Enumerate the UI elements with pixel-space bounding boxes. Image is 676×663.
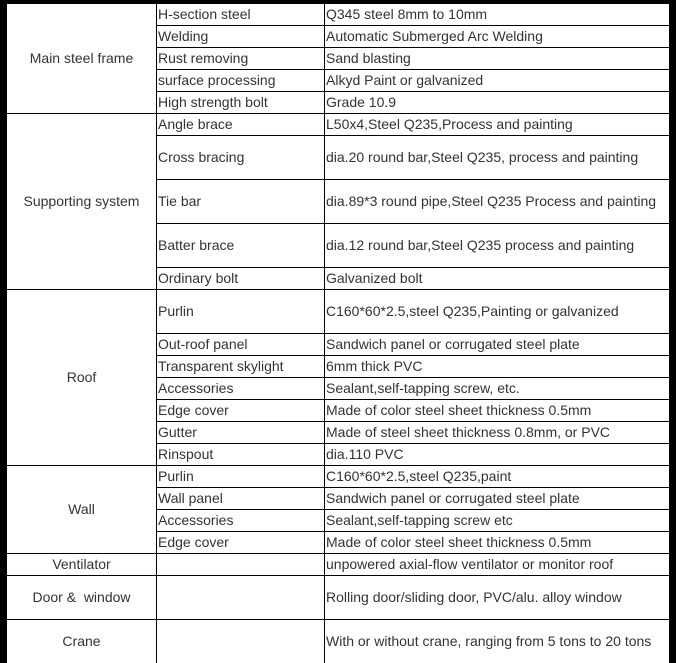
- spec-cell: Sand blasting: [325, 48, 670, 70]
- spec-cell: dia.20 round bar,Steel Q235, process and painting: [325, 136, 670, 180]
- item-cell: Edge cover: [157, 532, 325, 554]
- item-cell: Gutter: [157, 422, 325, 444]
- spec-cell: Made of color steel sheet thickness 0.5mm: [325, 532, 670, 554]
- item-cell: Welding: [157, 26, 325, 48]
- item-cell: Angle brace: [157, 114, 325, 136]
- spec-cell: Automatic Submerged Arc Welding: [325, 26, 670, 48]
- item-cell: Ordinary bolt: [157, 268, 325, 290]
- spec-cell: Made of steel sheet thickness 0.8mm, or PVC: [325, 422, 670, 444]
- item-cell: Accessories: [157, 378, 325, 400]
- spec-cell: dia.89*3 round pipe,Steel Q235 Process and painting: [325, 180, 670, 224]
- table-row: [7, 114, 670, 136]
- spec-cell: C160*60*2.5,steel Q235,paint: [325, 466, 670, 488]
- spec-cell: Sealant,self-tapping screw etc: [325, 510, 670, 532]
- spec-cell: Alkyd Paint or galvanized: [325, 70, 670, 92]
- item-cell: Cross bracing: [157, 136, 325, 180]
- spec-table-frame: [6, 3, 670, 663]
- category-cell: Wall: [7, 466, 157, 554]
- item-cell: Purlin: [157, 290, 325, 334]
- table-row: [7, 466, 670, 488]
- item-cell: Accessories: [157, 510, 325, 532]
- spec-cell: Galvanized bolt: [325, 268, 670, 290]
- item-cell: [157, 620, 325, 663]
- spec-cell: Rolling door/sliding door, PVC/alu. alloy window: [325, 576, 670, 620]
- table-row: [7, 290, 670, 334]
- spec-cell: Sandwich panel or corrugated steel plate: [325, 334, 670, 356]
- item-cell: High strength bolt: [157, 92, 325, 114]
- spec-cell: Made of color steel sheet thickness 0.5mm: [325, 400, 670, 422]
- item-cell: Batter brace: [157, 224, 325, 268]
- table-row: [7, 4, 670, 26]
- spec-cell: L50x4,Steel Q235,Process and painting: [325, 114, 670, 136]
- spec-cell: Q345 steel 8mm to 10mm: [325, 4, 670, 26]
- item-cell: surface processing: [157, 70, 325, 92]
- spec-cell: dia.12 round bar,Steel Q235 process and painting: [325, 224, 670, 268]
- spec-cell: Sealant,self-tapping screw, etc.: [325, 378, 670, 400]
- item-cell: H-section steel: [157, 4, 325, 26]
- category-cell: Main steel frame: [7, 4, 157, 114]
- table-row: [7, 554, 670, 576]
- item-cell: Rinspout: [157, 444, 325, 466]
- spec-cell: C160*60*2.5,steel Q235,Painting or galvanized: [325, 290, 670, 334]
- item-cell: Edge cover: [157, 400, 325, 422]
- category-cell: Door & window: [7, 576, 157, 620]
- spec-table: [6, 3, 670, 663]
- item-cell: [157, 554, 325, 576]
- category-cell: Roof: [7, 290, 157, 466]
- item-cell: Transparent skylight: [157, 356, 325, 378]
- item-cell: Tie bar: [157, 180, 325, 224]
- category-cell: Supporting system: [7, 114, 157, 290]
- spec-cell: unpowered axial-flow ventilator or monitor roof: [325, 554, 670, 576]
- spec-cell: Grade 10.9: [325, 92, 670, 114]
- item-cell: Wall panel: [157, 488, 325, 510]
- spec-cell: 6mm thick PVC: [325, 356, 670, 378]
- spec-cell: dia.110 PVC: [325, 444, 670, 466]
- item-cell: Rust removing: [157, 48, 325, 70]
- category-cell: Crane: [7, 620, 157, 663]
- item-cell: Purlin: [157, 466, 325, 488]
- item-cell: [157, 576, 325, 620]
- spec-cell: Sandwich panel or corrugated steel plate: [325, 488, 670, 510]
- spec-cell: With or without crane, ranging from 5 tons to 20 tons: [325, 620, 670, 663]
- table-row: [7, 620, 670, 663]
- table-row: [7, 576, 670, 620]
- item-cell: Out-roof panel: [157, 334, 325, 356]
- category-cell: Ventilator: [7, 554, 157, 576]
